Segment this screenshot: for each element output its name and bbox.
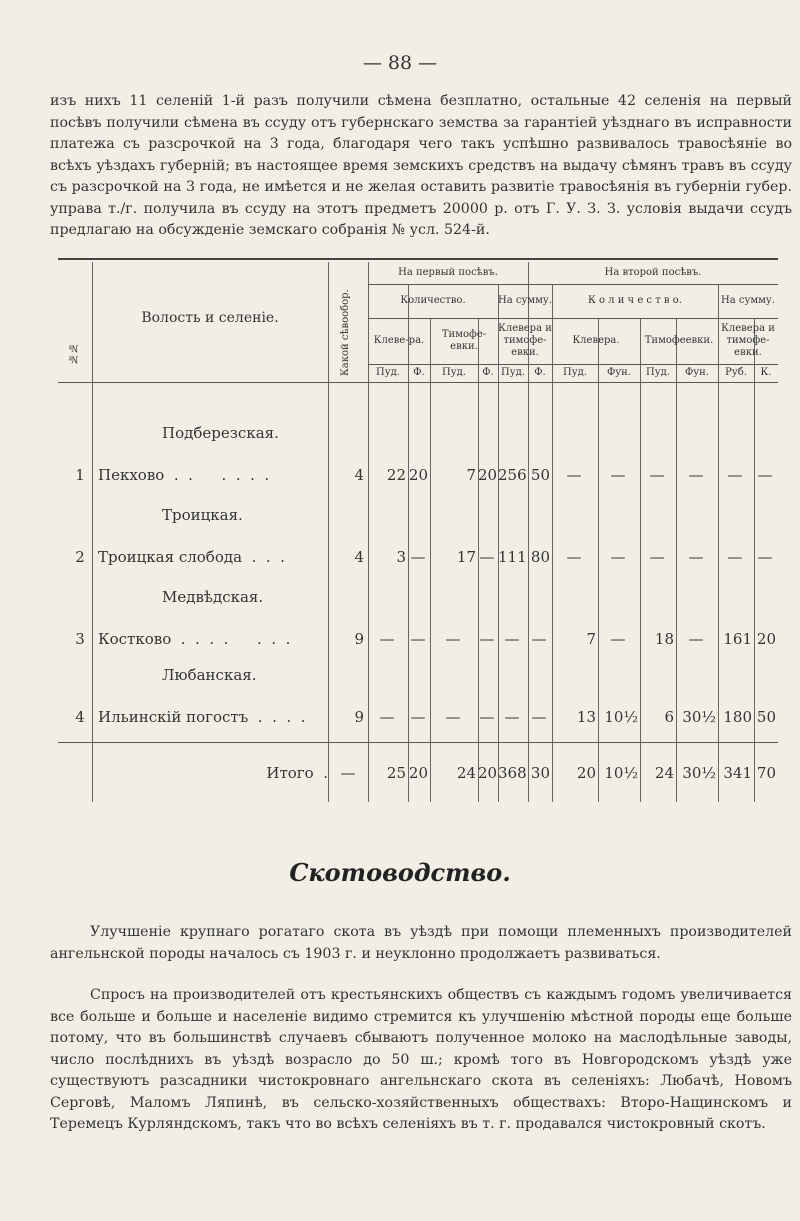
- page-number: — 88 —: [362, 52, 438, 74]
- cell-value: 3: [396, 548, 406, 566]
- unit-rub: Руб.: [725, 367, 747, 378]
- district-name: Подберезская.: [162, 424, 279, 442]
- cell-value: 13: [576, 708, 596, 726]
- rotation-value: 4: [354, 548, 364, 566]
- cell-value: —: [479, 548, 495, 566]
- cell-value: 80: [530, 548, 550, 566]
- rotation-value: 4: [354, 466, 364, 484]
- unit-fun: Фун.: [684, 367, 710, 378]
- cell-value: —: [504, 708, 520, 726]
- cattle-paragraph-1: Улучшеніе крупнаго рогатаго скота въ уѣздѣ при помощи племенныхъ производителей ангельнской породы началось съ 1903 г. и неуклонно продолжаетъ развиваться.: [50, 924, 792, 962]
- kind-header: Какой сѣвообор.: [340, 289, 351, 376]
- cell-value: —: [479, 630, 495, 648]
- cell-value: —: [610, 548, 626, 566]
- clover-timothy-header-1: Клевера и тимофе-евки.: [498, 323, 552, 358]
- cell-value: —: [757, 466, 773, 484]
- cell-value: —: [649, 548, 665, 566]
- district-name: Любанская.: [162, 666, 257, 684]
- village-name: Ильинскій погостъ . . . .: [98, 708, 306, 726]
- cell-value: —: [445, 708, 461, 726]
- unit-f: Ф.: [534, 367, 546, 378]
- cell-value: 17: [456, 548, 476, 566]
- cell-value: —: [649, 466, 665, 484]
- quantity-header-2: К о л и ч е с т в о.: [588, 295, 682, 306]
- cell-value: —: [410, 630, 426, 648]
- cell-value: —: [504, 630, 520, 648]
- cell-value: 7: [466, 466, 476, 484]
- cell-value: —: [610, 466, 626, 484]
- total-rotation: —: [340, 764, 356, 782]
- cell-value: —: [531, 708, 547, 726]
- sum-header-1: На сумму.: [498, 295, 552, 306]
- row-number: 1: [75, 466, 85, 484]
- unit-pud: Пуд.: [646, 367, 670, 378]
- total-value: 25: [386, 764, 406, 782]
- total-value: 341: [723, 764, 752, 782]
- clover-header-2: Клевера.: [572, 335, 620, 346]
- cell-value: —: [566, 548, 582, 566]
- total-value: 24: [456, 764, 476, 782]
- cell-value: 6: [664, 708, 674, 726]
- total-value: 368: [498, 764, 527, 782]
- row-number: 2: [75, 548, 85, 566]
- cell-value: 256: [498, 466, 527, 484]
- volost-header: Волость и селеніе.: [141, 310, 279, 326]
- cell-value: 180: [723, 708, 752, 726]
- rotation-value: 9: [354, 708, 364, 726]
- district-name: Медвѣдская.: [162, 588, 264, 606]
- unit-f: Ф.: [482, 367, 494, 378]
- total-value: 20: [478, 764, 498, 782]
- clover-header-1: Клеве-ра.: [373, 335, 425, 346]
- cell-value: —: [688, 466, 704, 484]
- cell-value: 50: [756, 708, 776, 726]
- total-value: 10½: [604, 764, 638, 782]
- sum-header-2: На сумму.: [721, 295, 775, 306]
- unit-pud: Пуд.: [501, 367, 525, 378]
- total-value: 20: [576, 764, 596, 782]
- unit-f: Ф.: [413, 367, 425, 378]
- unit-k: К.: [760, 367, 772, 378]
- cell-value: —: [727, 466, 743, 484]
- village-name: Пекхово . . . . . .: [98, 466, 270, 484]
- cell-value: —: [445, 630, 461, 648]
- cell-value: 111: [498, 548, 527, 566]
- cell-value: 161: [723, 630, 752, 648]
- section-title: Скотоводство.: [289, 858, 511, 887]
- second-sowing-header: На второй посѣвъ.: [604, 267, 702, 278]
- row-number: 3: [75, 630, 85, 648]
- cell-value: —: [410, 708, 426, 726]
- total-value: 24: [654, 764, 674, 782]
- total-value: 30: [530, 764, 550, 782]
- cell-value: 50: [530, 466, 550, 484]
- total-value: 20: [408, 764, 428, 782]
- total-value: 70: [756, 764, 776, 782]
- timothy-header-1: Тимофе-евки.: [441, 329, 487, 352]
- village-name: Костково . . . . . . .: [98, 630, 291, 648]
- cell-value: —: [688, 548, 704, 566]
- quantity-header-1: Количество.: [400, 295, 466, 306]
- unit-pud: Пуд.: [376, 367, 400, 378]
- district-name: Троицкая.: [162, 506, 243, 524]
- rotation-value: 9: [354, 630, 364, 648]
- row-number: 4: [75, 708, 85, 726]
- total-label: Итого .: [266, 764, 328, 782]
- unit-pud: Пуд.: [563, 367, 587, 378]
- cell-value: 18: [654, 630, 674, 648]
- cell-value: —: [566, 466, 582, 484]
- sowing-table: [58, 258, 778, 808]
- total-value: 30½: [682, 764, 716, 782]
- village-name: Троицкая слобода . . .: [98, 548, 285, 566]
- cell-value: —: [727, 548, 743, 566]
- cell-value: 20: [756, 630, 776, 648]
- num-header: №№: [68, 342, 79, 364]
- intro-paragraph: изъ нихъ 11 селеній 1-й разъ получили сѣмена безплатно, остальные 42 селенія на первый посѣвъ получили сѣмена въ ссуду отъ губернскаго земства за гарантіей уѣзднаго въ исправности платежа съ разсрочкой на 3 года, благодаря чего такъ успѣшно развивалось травосѣяніе во всѣхъ уѣздахъ губерній; въ настоящее время земскихъ средствъ на выдачу сѣмянъ травъ въ ссуду съ разсрочкой на 3 года, не имѣется и не желая оставить развитіе травосѣянія въ губерніи губер. управа т./г. получила въ ссуду на этотъ предметъ 20000 р. отъ Г. У. З. З. условія выдачи ссудъ предлагаю на обсужденіе земскаго собранія № усл. 524-й.: [50, 93, 792, 238]
- cell-value: 22: [386, 466, 406, 484]
- cell-value: —: [379, 708, 395, 726]
- cell-value: 10½: [604, 708, 638, 726]
- cell-value: 30½: [682, 708, 716, 726]
- unit-pud: Пуд.: [442, 367, 466, 378]
- cell-value: —: [479, 708, 495, 726]
- timothy-header-2: Тимофеевки.: [644, 335, 714, 346]
- cell-value: —: [610, 630, 626, 648]
- cell-value: —: [531, 630, 547, 648]
- clover-timothy-header-2: Клевера и тимофе-евки.: [721, 323, 775, 358]
- cell-value: —: [379, 630, 395, 648]
- cell-value: —: [410, 548, 426, 566]
- cell-value: —: [688, 630, 704, 648]
- table-top-rule: [58, 258, 778, 260]
- cell-value: 7: [586, 630, 596, 648]
- unit-fun: Фун.: [606, 367, 632, 378]
- cell-value: 20: [478, 466, 498, 484]
- cell-value: 20: [408, 466, 428, 484]
- cattle-paragraph-2: Спросъ на производителей отъ крестьянскихъ обществъ съ каждымъ годомъ увеличивается все больше и больше и населеніе видимо стремится къ улучшенію мѣстной породы еще больше потому, что въ большинствѣ случаевъ сбываютъ полученное молоко на маслодѣльные заводы, число послѣднихъ въ уѣздѣ возрасло до 50 ш.; кромѣ того въ Новгородскомъ уѣздѣ уже существуютъ разсадники чистокровнаго ангельнскаго скота въ селеніяхъ: Любачѣ, Новомъ Серговѣ, Маломъ Ляпинѣ, въ сельско-хозяйственныхъ обществахъ: Второ-Нащинскомъ и Теремецъ Курляндскомъ, такъ что во всѣхъ селеніяхъ въ т. г. продавался чистокровный скотъ.: [50, 987, 792, 1132]
- first-sowing-header: На первый посѣвъ.: [398, 267, 498, 278]
- cell-value: —: [757, 548, 773, 566]
